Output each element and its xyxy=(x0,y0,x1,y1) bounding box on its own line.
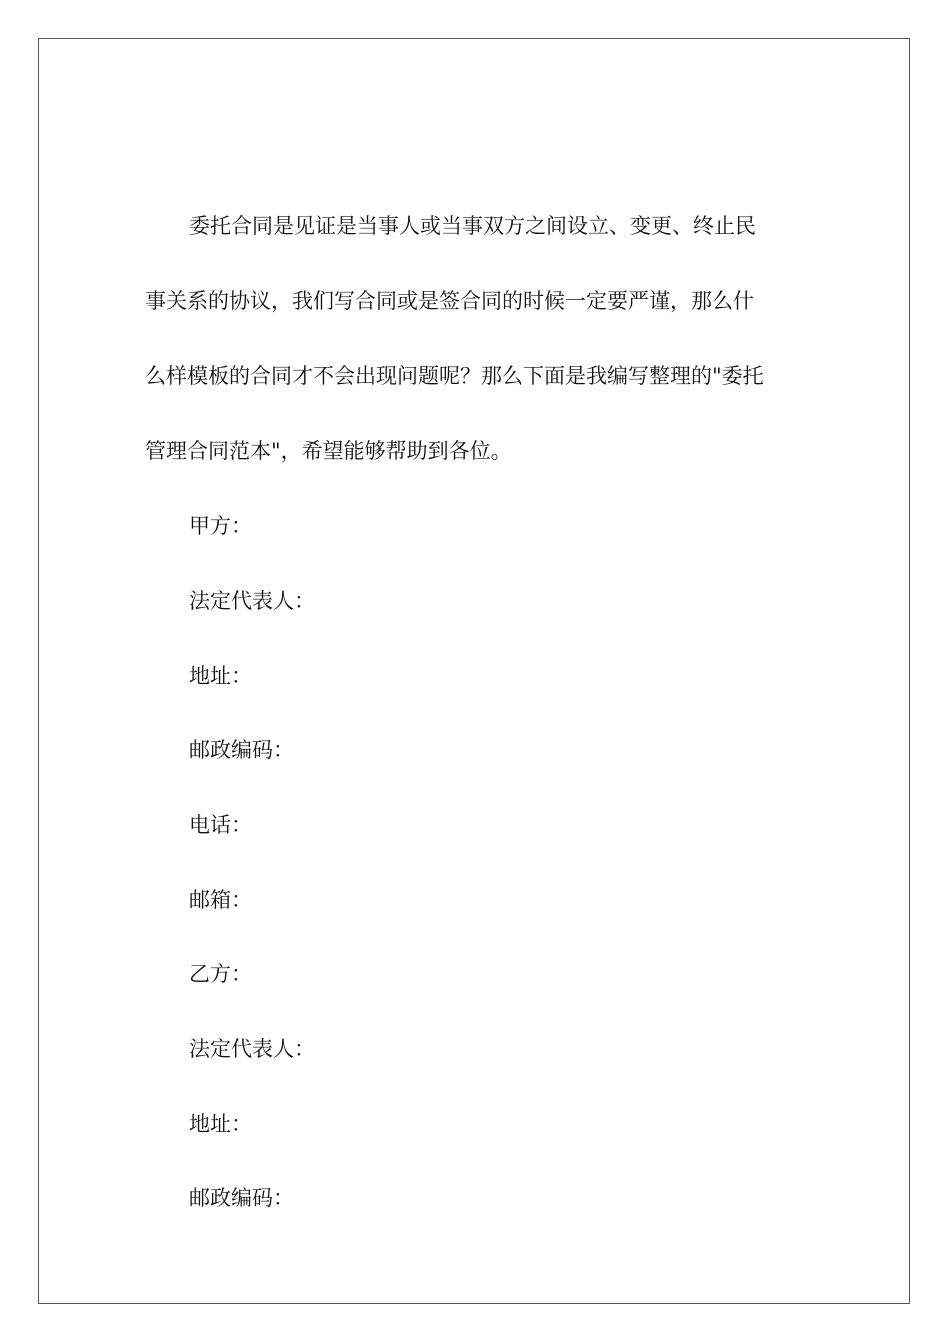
party-a-legal-rep-field: 法定代表人： xyxy=(189,589,315,613)
intro-paragraph-line-4: 管理合同范本"，希望能够帮助到各位。 xyxy=(145,439,512,463)
intro-paragraph-line-3: 么样模板的合同才不会出现问题呢？那么下面是我编写整理的"委托 xyxy=(145,364,764,388)
party-a-email-field: 邮箱： xyxy=(189,888,252,912)
party-b-label: 乙方： xyxy=(189,962,252,986)
party-b-postcode-field: 邮政编码： xyxy=(189,1186,294,1210)
party-a-address-field: 地址： xyxy=(189,664,252,688)
party-b-legal-rep-field: 法定代表人： xyxy=(189,1037,315,1061)
intro-paragraph-line-1: 委托合同是见证是当事人或当事双方之间设立、变更、终止民 xyxy=(189,214,756,238)
party-b-address-field: 地址： xyxy=(189,1112,252,1136)
party-a-label: 甲方： xyxy=(189,514,252,538)
party-a-postcode-field: 邮政编码： xyxy=(189,738,294,762)
party-a-phone-field: 电话： xyxy=(189,813,252,837)
intro-paragraph-line-2: 事关系的协议，我们写合同或是签合同的时候一定要严谨，那么什 xyxy=(145,289,754,313)
